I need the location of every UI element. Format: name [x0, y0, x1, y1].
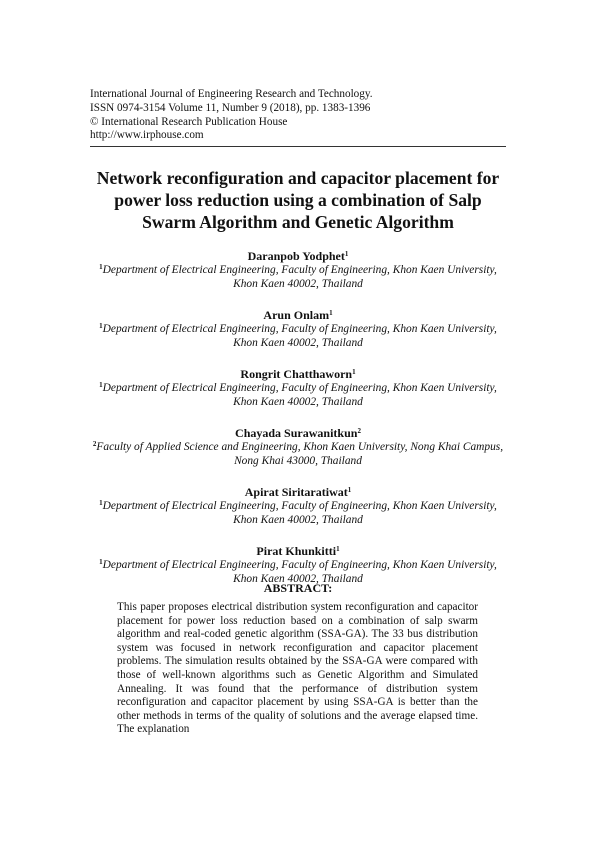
- author-block: [90, 544, 506, 586]
- author-name: Pirat Khunkitti: [256, 544, 337, 558]
- author-affiliation: Department of Electrical Engineering, Faculty of Engineering, Khon Kaen University, Khon Kaen 40002, Thailand: [102, 264, 497, 290]
- paper-title: Network reconfiguration and capacitor placement for power loss reduction using a combination of Salp Swarm Algorithm and Genetic Algorithm: [96, 168, 500, 232]
- author-name: Chayada Surawanitkun: [235, 426, 358, 440]
- affiliation-sup: 2: [92, 440, 97, 448]
- author-block: [90, 426, 506, 468]
- author-list: [90, 249, 506, 603]
- author-affiliation: Department of Electrical Engineering, Faculty of Engineering, Khon Kaen University, Khon Kaen 40002, Thailand: [102, 323, 497, 349]
- author-sup: 1: [336, 545, 340, 553]
- author-name: Apirat Siritaratiwat: [244, 485, 348, 499]
- author-sup: 2: [357, 427, 361, 435]
- affiliation-sup: 1: [99, 558, 103, 566]
- author-affiliation: Department of Electrical Engineering, Faculty of Engineering, Khon Kaen University, Khon Kaen 40002, Thailand: [102, 382, 497, 408]
- author-sup: 1: [344, 250, 349, 258]
- author-affiliation: Faculty of Applied Science and Engineering, Khon Kaen University, Nong Khai Campus, Nong Khai 43000, Thailand: [96, 441, 504, 467]
- abstract-text: This paper proposes electrical distribution system reconfiguration and capacitor placement for power loss reduction based on a combination of salp swarm algorithm and real-coded genetic algorithm (SSA-GA). The 33 bus distribution system was focused in network reconfiguration and capacitor placement problems. The simulation results obtained by the SSA-GA were compared with those of well-known algorithms such as Genetic Algorithm and Simulated Annealing. It was found that the performance of distribution system reconfiguration and capacitor placement by using SSA-GA is better than the other methods in terms of the quality of solutions and the average elapsed time. The explanation: [117, 601, 478, 736]
- author-sup: 1: [347, 486, 352, 494]
- author-name: Rongrit Chatthaworn: [240, 367, 353, 381]
- abstract-heading: ABSTRACT:: [263, 581, 333, 595]
- author-sup: 1: [329, 309, 333, 317]
- author-block: [90, 249, 506, 291]
- author-block: [90, 367, 506, 409]
- header-divider: [90, 146, 506, 147]
- journal-name: International Journal of Engineering Research and Technology.: [90, 88, 373, 100]
- affiliation-sup: 1: [99, 499, 103, 507]
- author-block: [90, 485, 506, 527]
- author-affiliation: Department of Electrical Engineering, Faculty of Engineering, Khon Kaen University, Khon Kaen 40002, Thailand: [102, 559, 497, 585]
- publisher-line: © International Research Publication House: [90, 115, 288, 128]
- affiliation-sup: 1: [99, 322, 103, 330]
- issn-line: ISSN 0974-3154 Volume 11, Number 9 (2018), pp. 1383-1396: [90, 101, 371, 114]
- author-block: [90, 308, 506, 350]
- affiliation-sup: 1: [99, 263, 103, 271]
- author-name: Arun Onlam: [263, 308, 330, 322]
- affiliation-sup: 1: [99, 381, 103, 389]
- journal-url[interactable]: http://www.irphouse.com: [90, 129, 204, 142]
- journal-header: [90, 88, 510, 143]
- author-affiliation: Department of Electrical Engineering, Faculty of Engineering, Khon Kaen University, Khon Kaen 40002, Thailand: [102, 500, 497, 526]
- author-sup: 1: [352, 368, 356, 376]
- author-name: Daranpob Yodphet: [247, 249, 345, 263]
